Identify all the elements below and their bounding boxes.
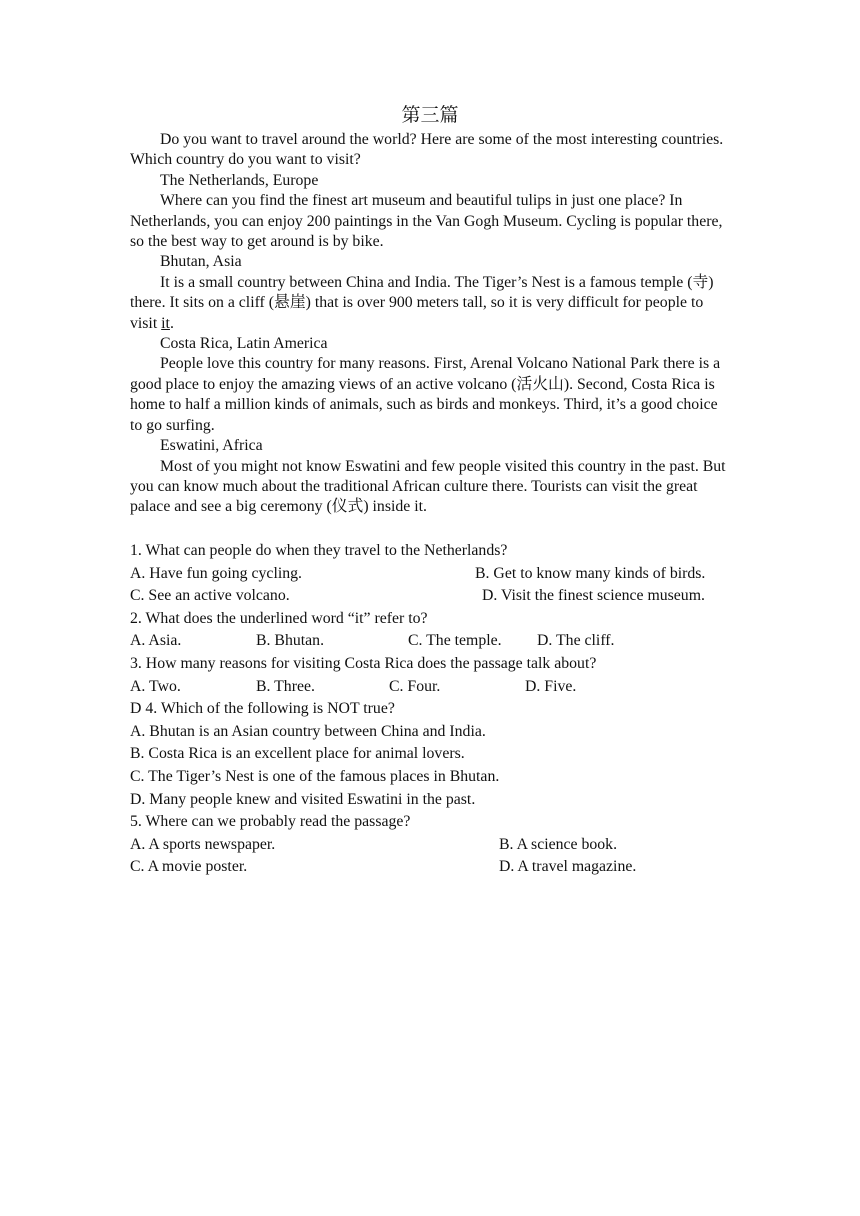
option-5d: D. A travel magazine. xyxy=(499,858,637,876)
option-4b: B. Costa Rica is an excellent place for animal lovers. xyxy=(130,745,465,763)
question-stem-3: 3. How many reasons for visiting Costa Rica does the passage talk about? xyxy=(130,654,597,672)
bhutan-body-text: It is a small country between China and India. The Tiger’s Nest is a famous temple (寺) there. It sits on a cliff (悬崖) that is over 900 meters tall, so it is very difficult for people to visit xyxy=(130,273,714,332)
option-row xyxy=(130,856,740,879)
option-3c: C. Four. xyxy=(389,677,441,695)
passage-intro: Do you want to travel around the world? Here are some of the most interesting countries. Which country do you want to visit? xyxy=(130,131,724,169)
option-row xyxy=(130,563,740,586)
reading-passage xyxy=(130,130,730,518)
option-2c: C. The temple. xyxy=(408,632,502,650)
option-1c: C. See an active volcano. xyxy=(130,587,290,605)
section-title: 第三篇 xyxy=(401,105,459,126)
question-stem-5: 5. Where can we probably read the passage? xyxy=(130,813,411,831)
option-3a: A. Two. xyxy=(130,677,181,695)
section-heading-eswatini: Eswatini, Africa xyxy=(160,437,263,455)
option-5c: C. A movie poster. xyxy=(130,858,248,876)
option-2a: A. Asia. xyxy=(130,632,182,650)
option-2b: B. Bhutan. xyxy=(256,632,325,650)
option-4c: C. The Tiger’s Nest is one of the famous places in Bhutan. xyxy=(130,767,500,785)
option-row xyxy=(130,585,740,608)
option-5b: B. A science book. xyxy=(499,835,618,853)
question-stem-4: D 4. Which of the following is NOT true? xyxy=(130,700,395,718)
option-1b: B. Get to know many kinds of birds. xyxy=(475,564,706,582)
option-row xyxy=(130,630,740,653)
option-4a: A. Bhutan is an Asian country between China and India. xyxy=(130,722,486,740)
section-body-netherlands: Where can you find the finest art museum and beautiful tulips in just one place? In Netherlands, you can enjoy 200 paintings in the Van Gogh Museum. Cycling is popular there, so the best way to get around is by bike. xyxy=(130,192,723,251)
section-body-bhutan xyxy=(130,273,730,334)
section-heading-costa-rica: Costa Rica, Latin America xyxy=(160,335,328,353)
option-4d: D. Many people knew and visited Eswatini in the past. xyxy=(130,790,476,808)
option-5a: A. A sports newspaper. xyxy=(130,835,276,853)
question-stem-2: 2. What does the underlined word “it” refer to? xyxy=(130,609,428,627)
option-row xyxy=(130,834,740,857)
question-list xyxy=(130,540,740,879)
underlined-word-it: it xyxy=(161,314,170,332)
question-stem-1: 1. What can people do when they travel to the Netherlands? xyxy=(130,542,508,559)
section-heading-netherlands: The Netherlands, Europe xyxy=(160,171,319,189)
option-1d: D. Visit the finest science museum. xyxy=(482,587,705,605)
option-3b: B. Three. xyxy=(256,677,315,695)
bhutan-body-end: . xyxy=(169,314,174,332)
section-body-eswatini: Most of you might not know Eswatini and few people visited this country in the past. But you can know much about the traditional African culture there. Tourists can visit the great palace and see a big ceremony (仪式) inside it. xyxy=(130,457,726,516)
option-3d: D. Five. xyxy=(525,677,577,695)
section-heading-bhutan: Bhutan, Asia xyxy=(160,253,242,271)
option-1a: A. Have fun going cycling. xyxy=(130,564,302,582)
section-body-costa-rica: People love this country for many reasons. First, Arenal Volcano National Park there is a good place to enjoy the amazing views of an active volcano (活火山). Second, Costa Rica is home to half a million kinds of animals, such as birds and monkeys. Third, it’s a good choice to go surfing. xyxy=(130,355,721,434)
option-2d: D. The cliff. xyxy=(537,632,615,650)
option-row xyxy=(130,676,740,699)
